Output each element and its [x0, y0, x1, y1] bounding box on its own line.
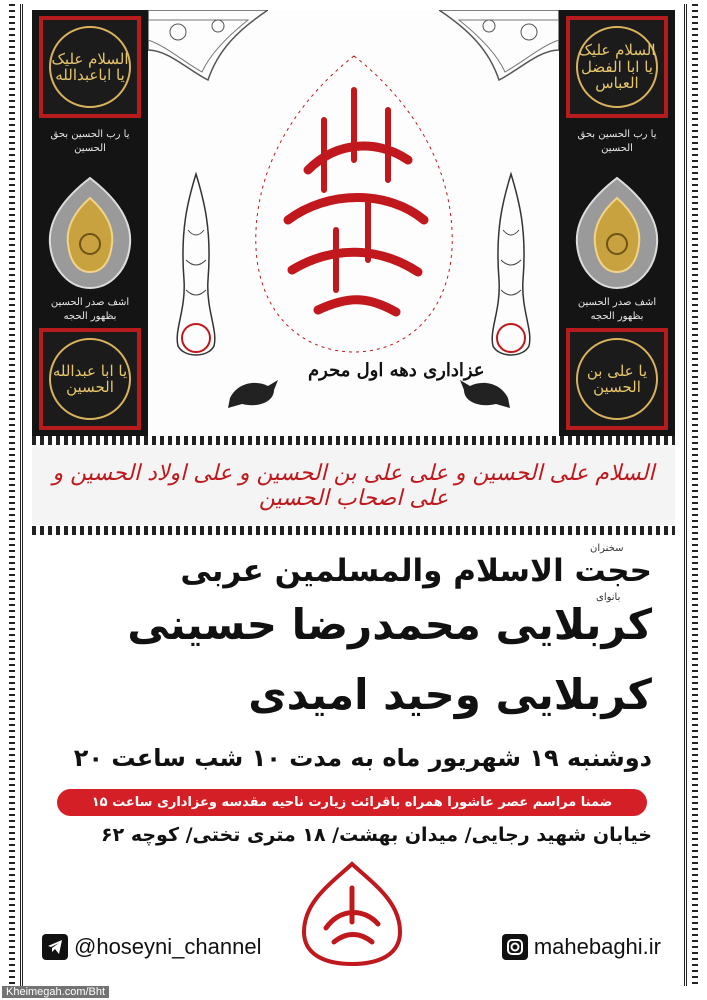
right-bottom-plaque-text: یا علی بن الحسین: [576, 338, 658, 420]
right-stripe-1: یا رب الحسین بحق الحسین: [577, 129, 657, 154]
schedule-text: دوشنبه ۱۹ شهریور ماه به مدت ۱۰ شب ساعت ۲۰: [73, 744, 652, 772]
center-calligraphy-area: [148, 10, 559, 438]
left-top-plaque-text: السلام علیک یا اباعبدالله: [49, 26, 131, 108]
watermark-credit: Kheimegah.com/Bht: [2, 986, 109, 998]
subtitle-text: عزاداری دهه اول محرم: [308, 360, 485, 381]
notice-banner: ضمنا مراسم عصر عاشورا همراه باقرائت زیارت ناحیه مقدسه وعزاداری ساعت ۱۵: [57, 789, 647, 816]
telegram-handle: @hoseyni_channel: [74, 934, 262, 959]
speaker-name: حجت الاسلام والمسلمین عربی: [180, 553, 652, 589]
right-top-plaque-text: السلام علیک یا ابا الفضل العباس: [576, 26, 658, 108]
telegram-icon: [42, 934, 68, 960]
address-text: خیابان شهید رجایی/ میدان بهشت/ ۱۸ متری تختی/ کوچه ۶۲: [101, 824, 652, 846]
left-lamp-icon: [168, 170, 224, 360]
left-stripe-2: اشف صدر الحسین بظهور الحجه: [50, 297, 130, 322]
right-medallion-icon: [573, 174, 661, 292]
right-panel: [559, 10, 675, 438]
bottom-divider-band: [32, 526, 675, 535]
left-panel: [32, 10, 148, 438]
right-stripe-2: اشف صدر الحسین بظهور الحجه: [577, 297, 657, 322]
left-bottom-plaque-text: یا ابا عبدالله الحسین: [49, 338, 131, 420]
website-link[interactable]: [502, 934, 661, 960]
left-medallion-icon: [46, 174, 134, 292]
reciter-label: بانوای: [596, 592, 621, 603]
left-bird-icon: [224, 372, 280, 412]
speaker-label: سخنران: [590, 543, 624, 554]
calligraphy-teardrop-icon: [248, 50, 460, 360]
instagram-icon: [502, 934, 528, 960]
footer: [32, 930, 675, 974]
left-bottom-plaque: [39, 328, 141, 430]
header-banner: [32, 10, 675, 438]
reciter-2-name: کربلایی وحید امیدی: [248, 670, 652, 719]
left-stripe-1: یا رب الحسین بحق الحسین: [50, 129, 130, 154]
right-bottom-plaque: [566, 328, 668, 430]
salam-text: السلام علی الحسین و علی علی بن الحسین و علی اولاد الحسین و علی اصحاب الحسین: [52, 461, 655, 511]
telegram-link[interactable]: [42, 934, 261, 960]
right-top-plaque: [566, 16, 668, 118]
website-url: mahebaghi.ir: [533, 934, 661, 959]
left-top-plaque: [39, 16, 141, 118]
right-lamp-icon: [483, 170, 539, 360]
top-divider-band: [32, 436, 675, 445]
salam-banner: [32, 445, 675, 525]
reciter-1-name: کربلایی محمدرضا حسینی: [127, 600, 652, 649]
